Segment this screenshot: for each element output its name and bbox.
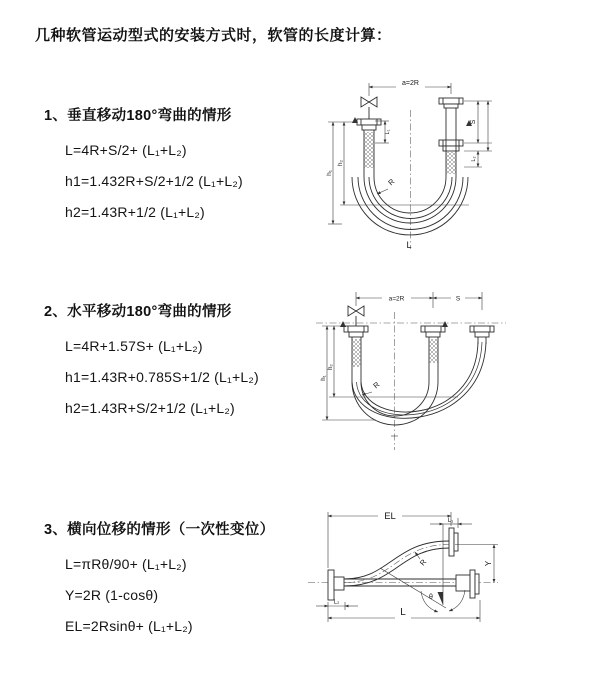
dim-label-a2r: a=2R (388, 295, 405, 303)
diagram-horizontal-180-bend-svg (310, 282, 590, 462)
formula-line: Y=2R (1-cosθ) (65, 587, 159, 603)
radius-label: R (386, 176, 397, 188)
flange-left (328, 570, 344, 600)
hose-arc (364, 177, 456, 223)
up-arrow-icon (442, 321, 448, 327)
hose-assembly (352, 97, 468, 235)
section-2-number: 2、 (44, 304, 68, 320)
up-arrow-icon (340, 321, 346, 327)
flange-right-original (456, 570, 479, 598)
dim-label-l2: L₂ (471, 156, 477, 162)
dim-label-h1: h₁ (321, 375, 327, 381)
dim-label-l1: L₁ (385, 129, 391, 135)
flange-right-moved (470, 326, 494, 337)
section-2-heading: 2、水平移动180°弯曲的情形 (44, 304, 232, 320)
formula-line: L=πRθ/90+ (L₁+L₂) (65, 556, 187, 572)
hose-braid-middle (429, 339, 438, 363)
dim-label-l1: L₁ (447, 518, 454, 524)
dim-label-el: EL (384, 511, 396, 522)
length-label: L (406, 240, 412, 250)
section-1-heading: 1、垂直移动180°弯曲的情形 (44, 108, 232, 124)
hose-curve (344, 541, 449, 579)
section-1-number: 1、 (44, 108, 68, 124)
dim-label-y: Y (484, 560, 493, 567)
hose-arc (352, 379, 438, 425)
radius-label: R (417, 557, 429, 568)
section-vertical-movement (44, 104, 314, 228)
valve-icon (361, 97, 377, 119)
dimensions (322, 292, 482, 436)
section-3-formulas (65, 549, 314, 642)
dimensions (328, 83, 492, 224)
section-horizontal-movement (44, 300, 314, 424)
angle-arrow (449, 590, 465, 611)
radius-label: R (371, 379, 382, 391)
section-3-number: 3、 (44, 522, 68, 538)
flange-right-displaced (449, 528, 458, 556)
formula-line: h2=1.43R+1/2 (L₁+L₂) (65, 204, 205, 220)
hose-arc-moved (361, 342, 478, 412)
dim-label-h2: h₂ (328, 364, 334, 370)
angle-label: θ (429, 594, 433, 601)
hose-braid-right (446, 152, 456, 174)
diagram-lateral-displacement-svg (298, 498, 598, 650)
formula-line: h1=1.43R+0.785S+1/2 (L₁+L₂) (65, 369, 259, 385)
hose-curve (344, 548, 449, 586)
diagram-vertical-180-bend (312, 72, 592, 262)
section-1-formulas (65, 135, 314, 228)
dimensions (316, 512, 498, 622)
page-title: 几种软管运动型式的安装方式时，软管的长度计算： (35, 27, 392, 44)
length-label: L (400, 607, 406, 618)
formula-line: EL=2Rsinθ+ (L₁+L₂) (65, 618, 193, 634)
formula-line: h2=1.43R+S/2+1/2 (L₁+L₂) (65, 400, 235, 416)
flange-left (357, 119, 381, 130)
formula-line: L=4R+S/2+ (L₁+L₂) (65, 142, 187, 158)
dim-label-l2: L₂ (333, 599, 340, 606)
section-lateral-displacement (44, 518, 314, 642)
diagram-2-labels (321, 296, 461, 391)
hose-assembly (328, 528, 479, 600)
formula-line: L=4R+1.57S+ (L₁+L₂) (65, 338, 203, 354)
hose-braid-left (364, 132, 374, 168)
diagram-horizontal-180-bend (310, 282, 590, 462)
diagram-vertical-180-bend-svg (312, 72, 592, 262)
dim-label-s: S (455, 295, 461, 303)
diagram-lateral-displacement (298, 498, 598, 650)
flange-left (344, 326, 368, 337)
dim-label-a2r: a=2R (402, 80, 419, 87)
diagram-3-labels (334, 511, 493, 618)
dim-label-s: S (470, 119, 477, 125)
formula-line: h1=1.432R+S/2+1/2 (L₁+L₂) (65, 173, 243, 189)
flange-right-lower (439, 140, 463, 151)
hose-assembly (344, 306, 494, 425)
hose-arc (374, 177, 446, 213)
hose-braid-left (352, 339, 361, 367)
flange-right-upper (439, 98, 463, 108)
dim-label-h1: h₁ (326, 170, 333, 176)
flange-middle (421, 326, 445, 337)
section-3-heading: 3、横向位移的情形（一次性变位） (44, 522, 275, 538)
dim-label-h2: h₂ (337, 159, 344, 167)
section-2-formulas (65, 331, 314, 424)
